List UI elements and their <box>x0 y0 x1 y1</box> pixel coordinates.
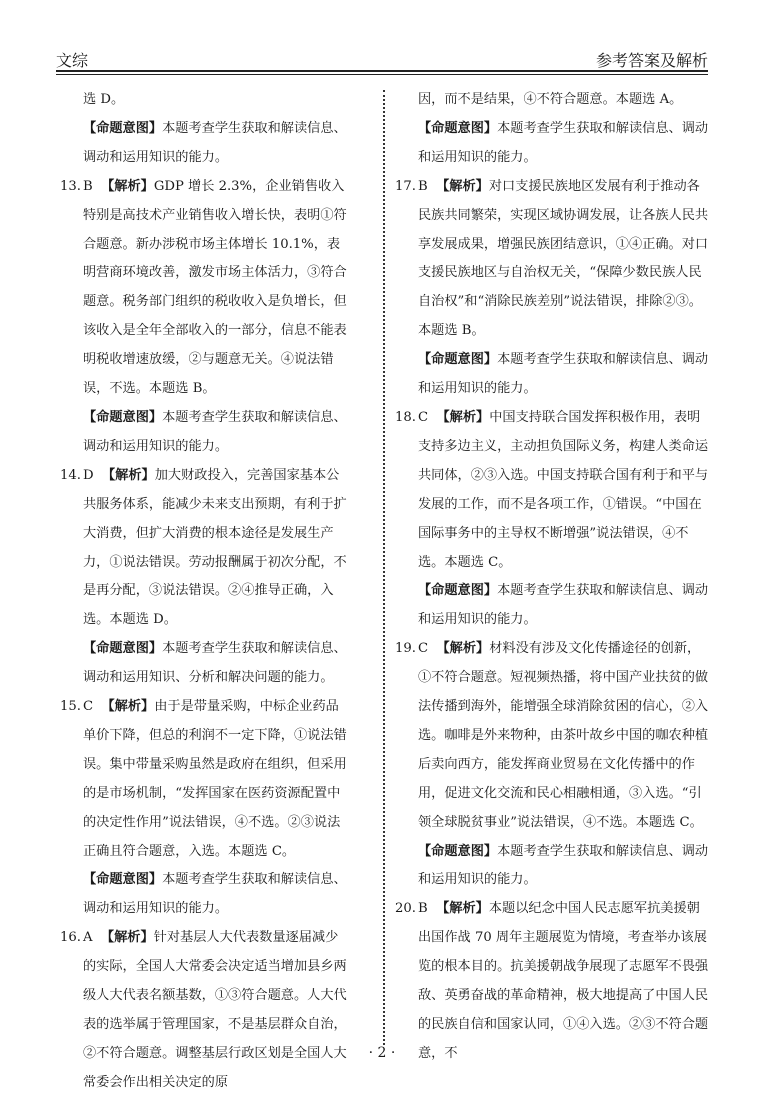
header-rule-thin <box>56 74 708 75</box>
right-column <box>395 86 709 1069</box>
analysis-tag: 【解析】 <box>100 930 154 946</box>
page-header <box>56 40 708 68</box>
analysis-tag: 【解析】 <box>101 467 155 483</box>
question-answer-item <box>60 693 350 866</box>
column-divider <box>383 90 385 1045</box>
answer-explanation <box>83 462 350 635</box>
intent-note <box>60 404 350 462</box>
section-title: 参考答案及解析 <box>595 51 708 70</box>
intent-text: 本题考查学生获取和解读信息、调动和运用知识的能力。 <box>83 409 347 454</box>
intent-tag: 【命题意图】 <box>418 352 498 368</box>
page-number: · 2 · <box>368 1045 396 1061</box>
analysis-text: GDP 增长 2.3%，企业销售收入特别是高技术产业销售收入增长快，表明①符合题意。新办涉税市场主体增长 10.1%，表明营商环境改善，激发市场主体活力，③符合题意。税务部门组织的税收收入是负增长，但该收入是全年全部收入的一部分，信息不能表明税收增速放缓，②与题意无关。④说法错误，不选。本题选 B。 <box>83 178 347 397</box>
answer-letter: B <box>83 178 93 194</box>
question-number: 14. <box>60 467 81 483</box>
question-answer-item <box>395 404 709 577</box>
intent-note <box>395 115 709 173</box>
answer-letter: B <box>418 178 428 194</box>
intent-text: 本题考查学生获取和解读信息、调动和运用知识的能力。 <box>83 872 347 917</box>
question-number: 16. <box>60 930 81 946</box>
answer-letter: D <box>83 467 94 483</box>
answer-explanation <box>418 404 709 577</box>
analysis-text: 由于是带量采购，中标企业药品单价下降，但总的利润不一定下降，①说法错误。集中带量采购虽然是政府在组织，但采用的是市场机制，“发挥国家在医药资源配置中的决定性作用”说法错误，④不选。②③说法正确且符合题意，入选。本题选 C。 <box>83 699 347 859</box>
answer-letter: B <box>418 901 428 917</box>
analysis-tag: 【解析】 <box>436 641 490 657</box>
header-rule-thick <box>56 70 708 72</box>
intent-note <box>395 838 709 896</box>
subject-label: 文综 <box>56 51 89 70</box>
intent-text: 本题考查学生获取和解读信息、调动和运用知识的能力。 <box>418 352 709 397</box>
intent-tag: 【命题意图】 <box>418 843 498 859</box>
answer-explanation <box>83 173 350 404</box>
answer-explanation <box>418 895 709 1068</box>
answer-explanation <box>83 924 350 1097</box>
analysis-text: 加大财政投入，完善国家基本公共服务体系，能减少未来支出预期，有利于扩大消费，但扩大消费的根本途径是发展生产力，①说法错误。劳动报酬属于初次分配，不是再分配，③说法错误。②④推导正确，入选。本题选 D。 <box>83 467 347 628</box>
analysis-text: 针对基层人大代表数量逐届减少的实际，全国人大常委会决定适当增加县乡两级人大代表名额基数，①③符合题意。人大代表的选举属于管理国家，不是基层群众自治，②不符合题意。调整基层行政区划是全国人大常委会作出相关决定的原 <box>83 930 347 1090</box>
intent-text: 本题考查学生获取和解读信息、调动和运用知识的能力。 <box>418 843 709 888</box>
analysis-tag: 【解析】 <box>101 699 155 715</box>
intent-tag: 【命题意图】 <box>83 641 163 657</box>
intent-note <box>395 346 709 404</box>
analysis-text: 本题以纪念中国人民志愿军抗美援朝出国作战 70 周年主题展览为情境，考查举办该展览的根本目的。抗美援朝战争展现了志愿军不畏强敌、英勇奋战的革命精神，极大地提高了中国人民的民族自信和国家认同，①④入选。②③不符合题意，不 <box>418 901 709 1061</box>
intent-note <box>395 577 709 635</box>
answer-letter: A <box>83 930 93 946</box>
continuation-text: 因，而不是结果，④不符合题意。本题选 A。 <box>418 92 683 107</box>
analysis-tag: 【解析】 <box>101 178 154 194</box>
intent-tag: 【命题意图】 <box>83 120 163 136</box>
answer-explanation <box>418 635 709 837</box>
intent-note <box>60 115 350 173</box>
intent-text: 本题考查学生获取和解读信息、调动和运用知识的能力。 <box>418 583 709 628</box>
intent-note <box>60 866 350 924</box>
question-answer-item <box>395 895 709 1068</box>
question-number: 20. <box>395 901 416 917</box>
answer-explanation <box>83 693 350 866</box>
analysis-text: 对口支援民族地区发展有利于推动各民族共同繁荣，实现区域协调发展，让各族人民共享发展成果，增强民族团结意识，①④正确。对口支援民族地区与自治权无关，“保障少数民族人民自治权”和“消除民族差别”说法错误，排除②③。本题选 B。 <box>418 178 709 339</box>
intent-tag: 【命题意图】 <box>83 409 163 425</box>
answer-explanation <box>418 173 709 346</box>
intent-note <box>60 635 350 693</box>
question-number: 15. <box>60 699 81 715</box>
question-answer-item <box>395 173 709 346</box>
analysis-tag: 【解析】 <box>436 178 489 194</box>
analysis-text: 材料没有涉及文化传播途径的创新，①不符合题意。短视频热播，将中国产业扶贫的做法传播到海外，能增强全球消除贫困的信心，②入选。咖啡是外来物种，由茶叶故乡中国的咖农种植后卖向西方，能发挥商业贸易在文化传播中的作用，促进文化交流和民心相融相通，③入选。“引领全球脱贫事业”说法错误，④不选。本题选 C。 <box>418 641 709 830</box>
intent-text: 本题考查学生获取和解读信息、调动和运用知识、分析和解决问题的能力。 <box>83 641 347 686</box>
question-answer-item <box>60 173 350 404</box>
analysis-tag: 【解析】 <box>436 409 490 425</box>
intent-text: 本题考查学生获取和解读信息、调动和运用知识的能力。 <box>83 120 347 165</box>
intent-text: 本题考查学生获取和解读信息、调动和运用知识的能力。 <box>418 120 709 165</box>
answer-letter: C <box>418 409 429 425</box>
analysis-text: 中国支持联合国发挥积极作用，表明支持多边主义，主动担负国际义务，构建人类命运共同体，②③入选。中国支持联合国有利于和平与发展的工作，而不是各项工作，①错误。“中国在国际事务中的主导权不断增强”说法错误，④不选。本题选 C。 <box>418 409 709 570</box>
intent-tag: 【命题意图】 <box>418 120 498 136</box>
continuation-text: 选 D。 <box>83 92 125 107</box>
intent-tag: 【命题意图】 <box>83 872 163 888</box>
answer-letter: C <box>83 699 94 715</box>
answer-letter: C <box>418 641 429 657</box>
question-number: 19. <box>395 641 416 657</box>
intent-tag: 【命题意图】 <box>418 583 498 599</box>
question-number: 13. <box>60 178 81 194</box>
left-column <box>60 86 350 1098</box>
question-answer-item <box>395 635 709 837</box>
question-answer-item <box>60 462 350 635</box>
question-answer-item <box>60 924 350 1097</box>
analysis-tag: 【解析】 <box>436 901 489 917</box>
question-number: 18. <box>395 409 416 425</box>
question-number: 17. <box>395 178 416 194</box>
